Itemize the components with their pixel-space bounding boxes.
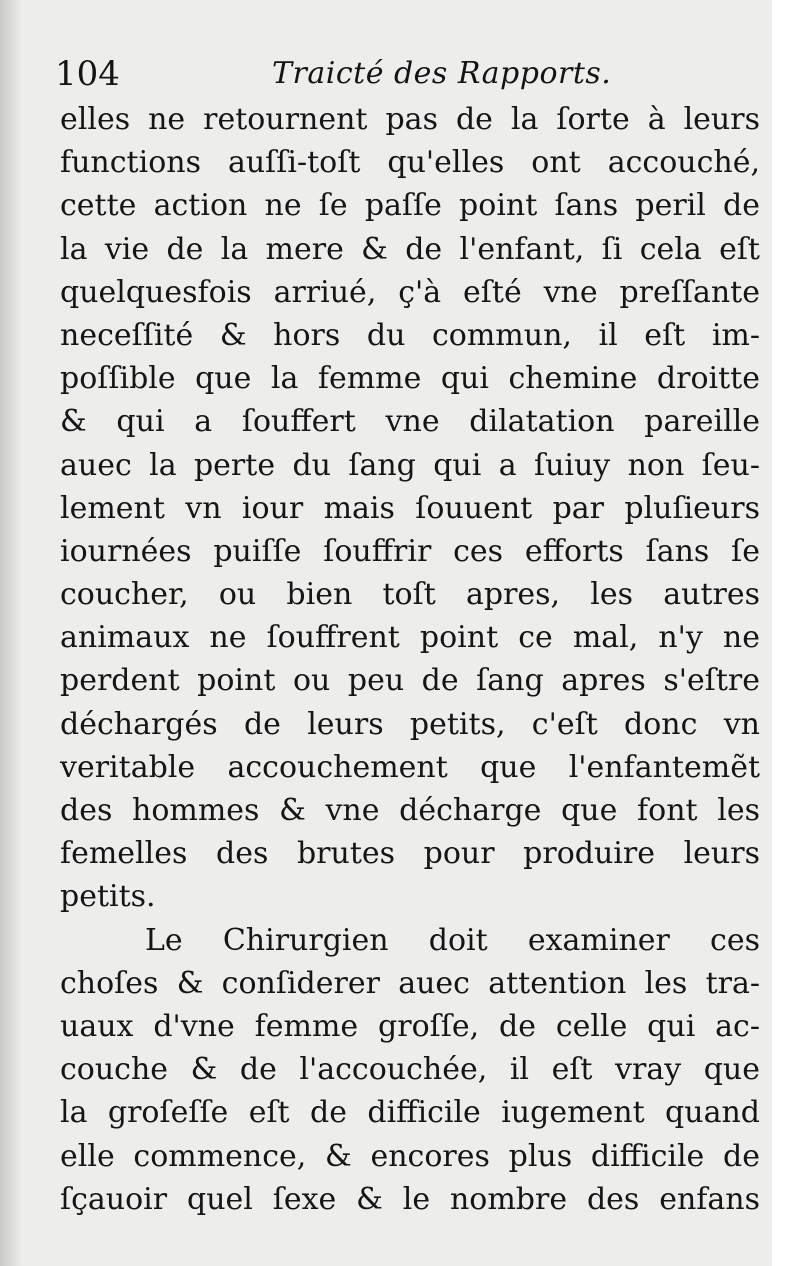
text-line: petits. — [60, 879, 156, 915]
text-line: des hommes & vne décharge que font les — [60, 793, 760, 828]
text-line: Le Chirurgien doit examiner ces — [145, 922, 760, 958]
text-line: la vie de la mere & de l'enfant, ſi cela eſt — [60, 231, 760, 267]
text-line: poſſible que la femme qui chemine droitte — [60, 361, 760, 397]
running-title: Traicté des Rapports. — [272, 56, 612, 91]
text-line: auec la perte du ſang qui a ſuiuy non ſeu- — [60, 447, 760, 483]
text-line: lement vn iour mais ſouuent par pluſieurs — [60, 490, 760, 526]
text-line: ſçauoir quel ſexe & le nombre des enfans — [60, 1181, 760, 1217]
text-line: & qui a ſouffert vne dilatation pareille — [60, 404, 760, 440]
text-line: elles ne retournent pas de la ſorte à leurs — [60, 102, 760, 137]
text-line: elle commence, & encores plus difficile de — [60, 1138, 760, 1174]
text-line: neceſſité & hors du commun, il eſt im- — [60, 317, 760, 353]
text-line: cette action ne ſe paſſe point ſans peril de — [60, 188, 760, 224]
text-line: choſes & conſiderer auec attention les tra- — [60, 965, 760, 1001]
text-line: femelles des brutes pour produire leurs — [60, 836, 760, 872]
text-line: couche & de l'accouchée, il eſt vray que — [60, 1052, 760, 1088]
page-number: 104 — [55, 54, 120, 94]
body-text — [60, 98, 760, 1221]
text-line: functions auſſi-toſt qu'elles ont accouché, — [60, 145, 760, 181]
text-line: perdent point ou peu de ſang apres s'eſtre — [60, 663, 760, 699]
page-margin — [772, 0, 800, 1266]
paragraph-1 — [60, 98, 760, 919]
text-line: déchargés de leurs petits, c'eſt donc vn — [60, 706, 760, 742]
paragraph-2 — [60, 919, 760, 1221]
text-line: la groſeſſe eſt de difficile iugement quand — [60, 1095, 760, 1131]
text-line: uaux d'vne femme groſſe, de celle qui ac- — [60, 1008, 760, 1044]
text-line: quelquesfois arriué, ç'à eſté vne preſſante — [60, 274, 760, 310]
spine-shadow — [0, 0, 22, 1266]
page-header — [55, 50, 755, 100]
text-line: veritable accouchement que l'enfantemẽt — [60, 749, 760, 785]
text-line: coucher, ou bien toſt apres, les autres — [60, 577, 760, 613]
text-line: iournées puiſſe ſouffrir ces efforts ſans ſe — [60, 533, 760, 569]
text-line: animaux ne ſouffrent point ce mal, n'y ne — [60, 620, 760, 656]
